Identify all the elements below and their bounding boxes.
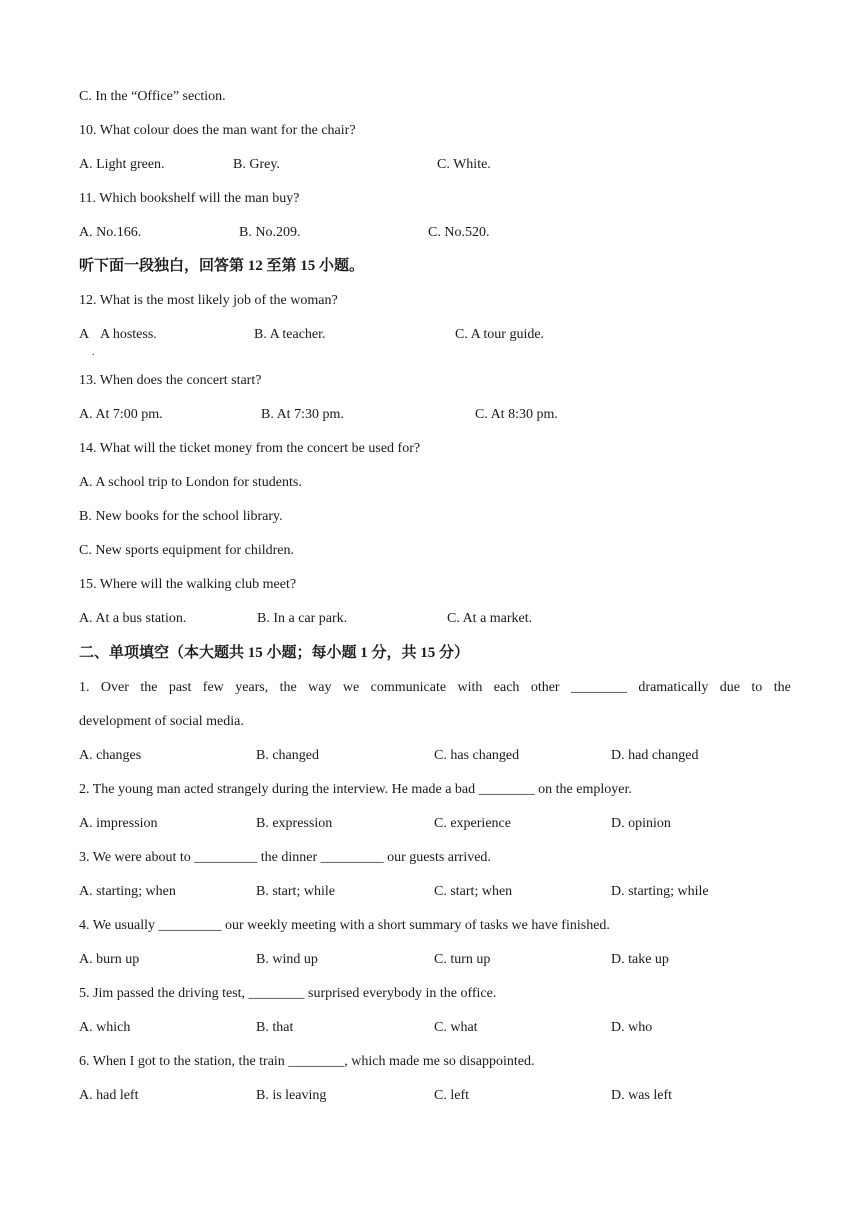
q12-option-c: C. A tour guide. — [455, 327, 545, 342]
section-2-heading: 二、单项填空（本大题共 15 小题；每小题 1 分，共 15 分） — [79, 645, 470, 661]
q12-option-a: A hostess. — [100, 327, 157, 342]
question-13: 13. When does the concert start? — [79, 373, 262, 388]
q14-option-a: A. A school trip to London for students. — [79, 475, 302, 490]
g1-word: past — [168, 680, 192, 695]
q14-option-c: C. New sports equipment for children. — [79, 543, 295, 558]
q13-option-c: C. At 8:30 pm. — [475, 407, 558, 422]
g1-word: the — [773, 680, 791, 695]
g3-option-d: D. starting; while — [611, 884, 709, 899]
q15-option-a: A. At a bus station. — [79, 611, 187, 626]
g3-option-a: A. starting; when — [79, 884, 176, 899]
q15-option-b: B. In a car park. — [257, 611, 348, 626]
grammar-question-6: 6. When I got to the station, the train ________, which made me so disappointed. — [79, 1054, 535, 1069]
g1-word: the — [140, 680, 158, 695]
g1-word: dramatically — [638, 680, 709, 695]
g1-option-b: B. changed — [256, 748, 319, 763]
grammar-question-1-line-1 — [79, 680, 791, 696]
g1-word: way — [308, 680, 332, 695]
g1-word: we — [342, 680, 360, 695]
q10-option-a: A. Light green. — [79, 157, 165, 172]
g2-option-d: D. opinion — [611, 816, 671, 831]
g3-option-c: C. start; when — [434, 884, 513, 899]
question-12: 12. What is the most likely job of the woman? — [79, 293, 338, 308]
grammar-question-1-line-2: development of social media. — [79, 714, 244, 729]
g1-option-d: D. had changed — [611, 748, 699, 763]
section-monologue-heading: 听下面一段独白，回答第 12 至第 15 小题。 — [79, 258, 365, 274]
g1-word: years, — [235, 680, 269, 695]
q12-option-b: B. A teacher. — [254, 327, 326, 342]
q11-option-a: A. No.166. — [79, 225, 142, 240]
q13-option-a: A. At 7:00 pm. — [79, 407, 163, 422]
g5-option-d: D. who — [611, 1020, 653, 1035]
g6-option-d: D. was left — [611, 1088, 673, 1103]
grammar-question-4: 4. We usually _________ our weekly meeting with a short summary of tasks we have finished. — [79, 918, 610, 933]
g1-word: due — [719, 680, 740, 695]
q11-option-b: B. No.209. — [239, 225, 301, 240]
grammar-question-2: 2. The young man acted strangely during the interview. He made a bad ________ on the employer. — [79, 782, 632, 797]
g1-word: few — [202, 680, 224, 695]
g6-option-a: A. had left — [79, 1088, 139, 1103]
g5-option-a: A. which — [79, 1020, 131, 1035]
g2-option-c: C. experience — [434, 816, 511, 831]
question-14: 14. What will the ticket money from the concert be used for? — [79, 441, 421, 456]
g4-option-b: B. wind up — [256, 952, 318, 967]
g1-word: to — [751, 680, 763, 695]
g1-word: ________ — [571, 680, 627, 695]
grammar-question-5: 5. Jim passed the driving test, ________ surprised everybody in the office. — [79, 986, 497, 1001]
q10-option-c: C. White. — [437, 157, 491, 172]
g4-option-a: A. burn up — [79, 952, 140, 967]
grammar-question-3: 3. We were about to _________ the dinner _________ our guests arrived. — [79, 850, 491, 865]
g1-option-a: A. changes — [79, 748, 142, 763]
question-10: 10. What colour does the man want for the chair? — [79, 123, 356, 138]
g1-word: each — [493, 680, 520, 695]
g1-word: other — [530, 680, 560, 695]
g3-option-b: B. start; while — [256, 884, 335, 899]
g5-option-c: C. what — [434, 1020, 478, 1035]
g1-option-c: C. has changed — [434, 748, 520, 763]
g1-word: 1. — [79, 680, 90, 695]
q14-option-b: B. New books for the school library. — [79, 509, 283, 524]
q15-option-c: C. At a market. — [447, 611, 533, 626]
g6-option-b: B. is leaving — [256, 1088, 327, 1103]
g1-word: Over — [100, 680, 129, 695]
question-15: 15. Where will the walking club meet? — [79, 577, 297, 592]
q9-option-c: C. In the “Office” section. — [79, 89, 226, 104]
q12-option-a-dot: . — [92, 347, 95, 358]
g4-option-d: D. take up — [611, 952, 669, 967]
q10-option-b: B. Grey. — [233, 157, 280, 172]
g1-word: communicate — [370, 680, 447, 695]
g4-option-c: C. turn up — [434, 952, 491, 967]
g2-option-a: A. impression — [79, 816, 158, 831]
g1-word: with — [457, 680, 483, 695]
q13-option-b: B. At 7:30 pm. — [261, 407, 344, 422]
g6-option-c: C. left — [434, 1088, 469, 1103]
q11-option-c: C. No.520. — [428, 225, 490, 240]
g1-word: the — [279, 680, 297, 695]
g5-option-b: B. that — [256, 1020, 294, 1035]
q12-option-a-letter: A — [79, 327, 90, 342]
g2-option-b: B. expression — [256, 816, 333, 831]
question-11: 11. Which bookshelf will the man buy? — [79, 191, 300, 206]
